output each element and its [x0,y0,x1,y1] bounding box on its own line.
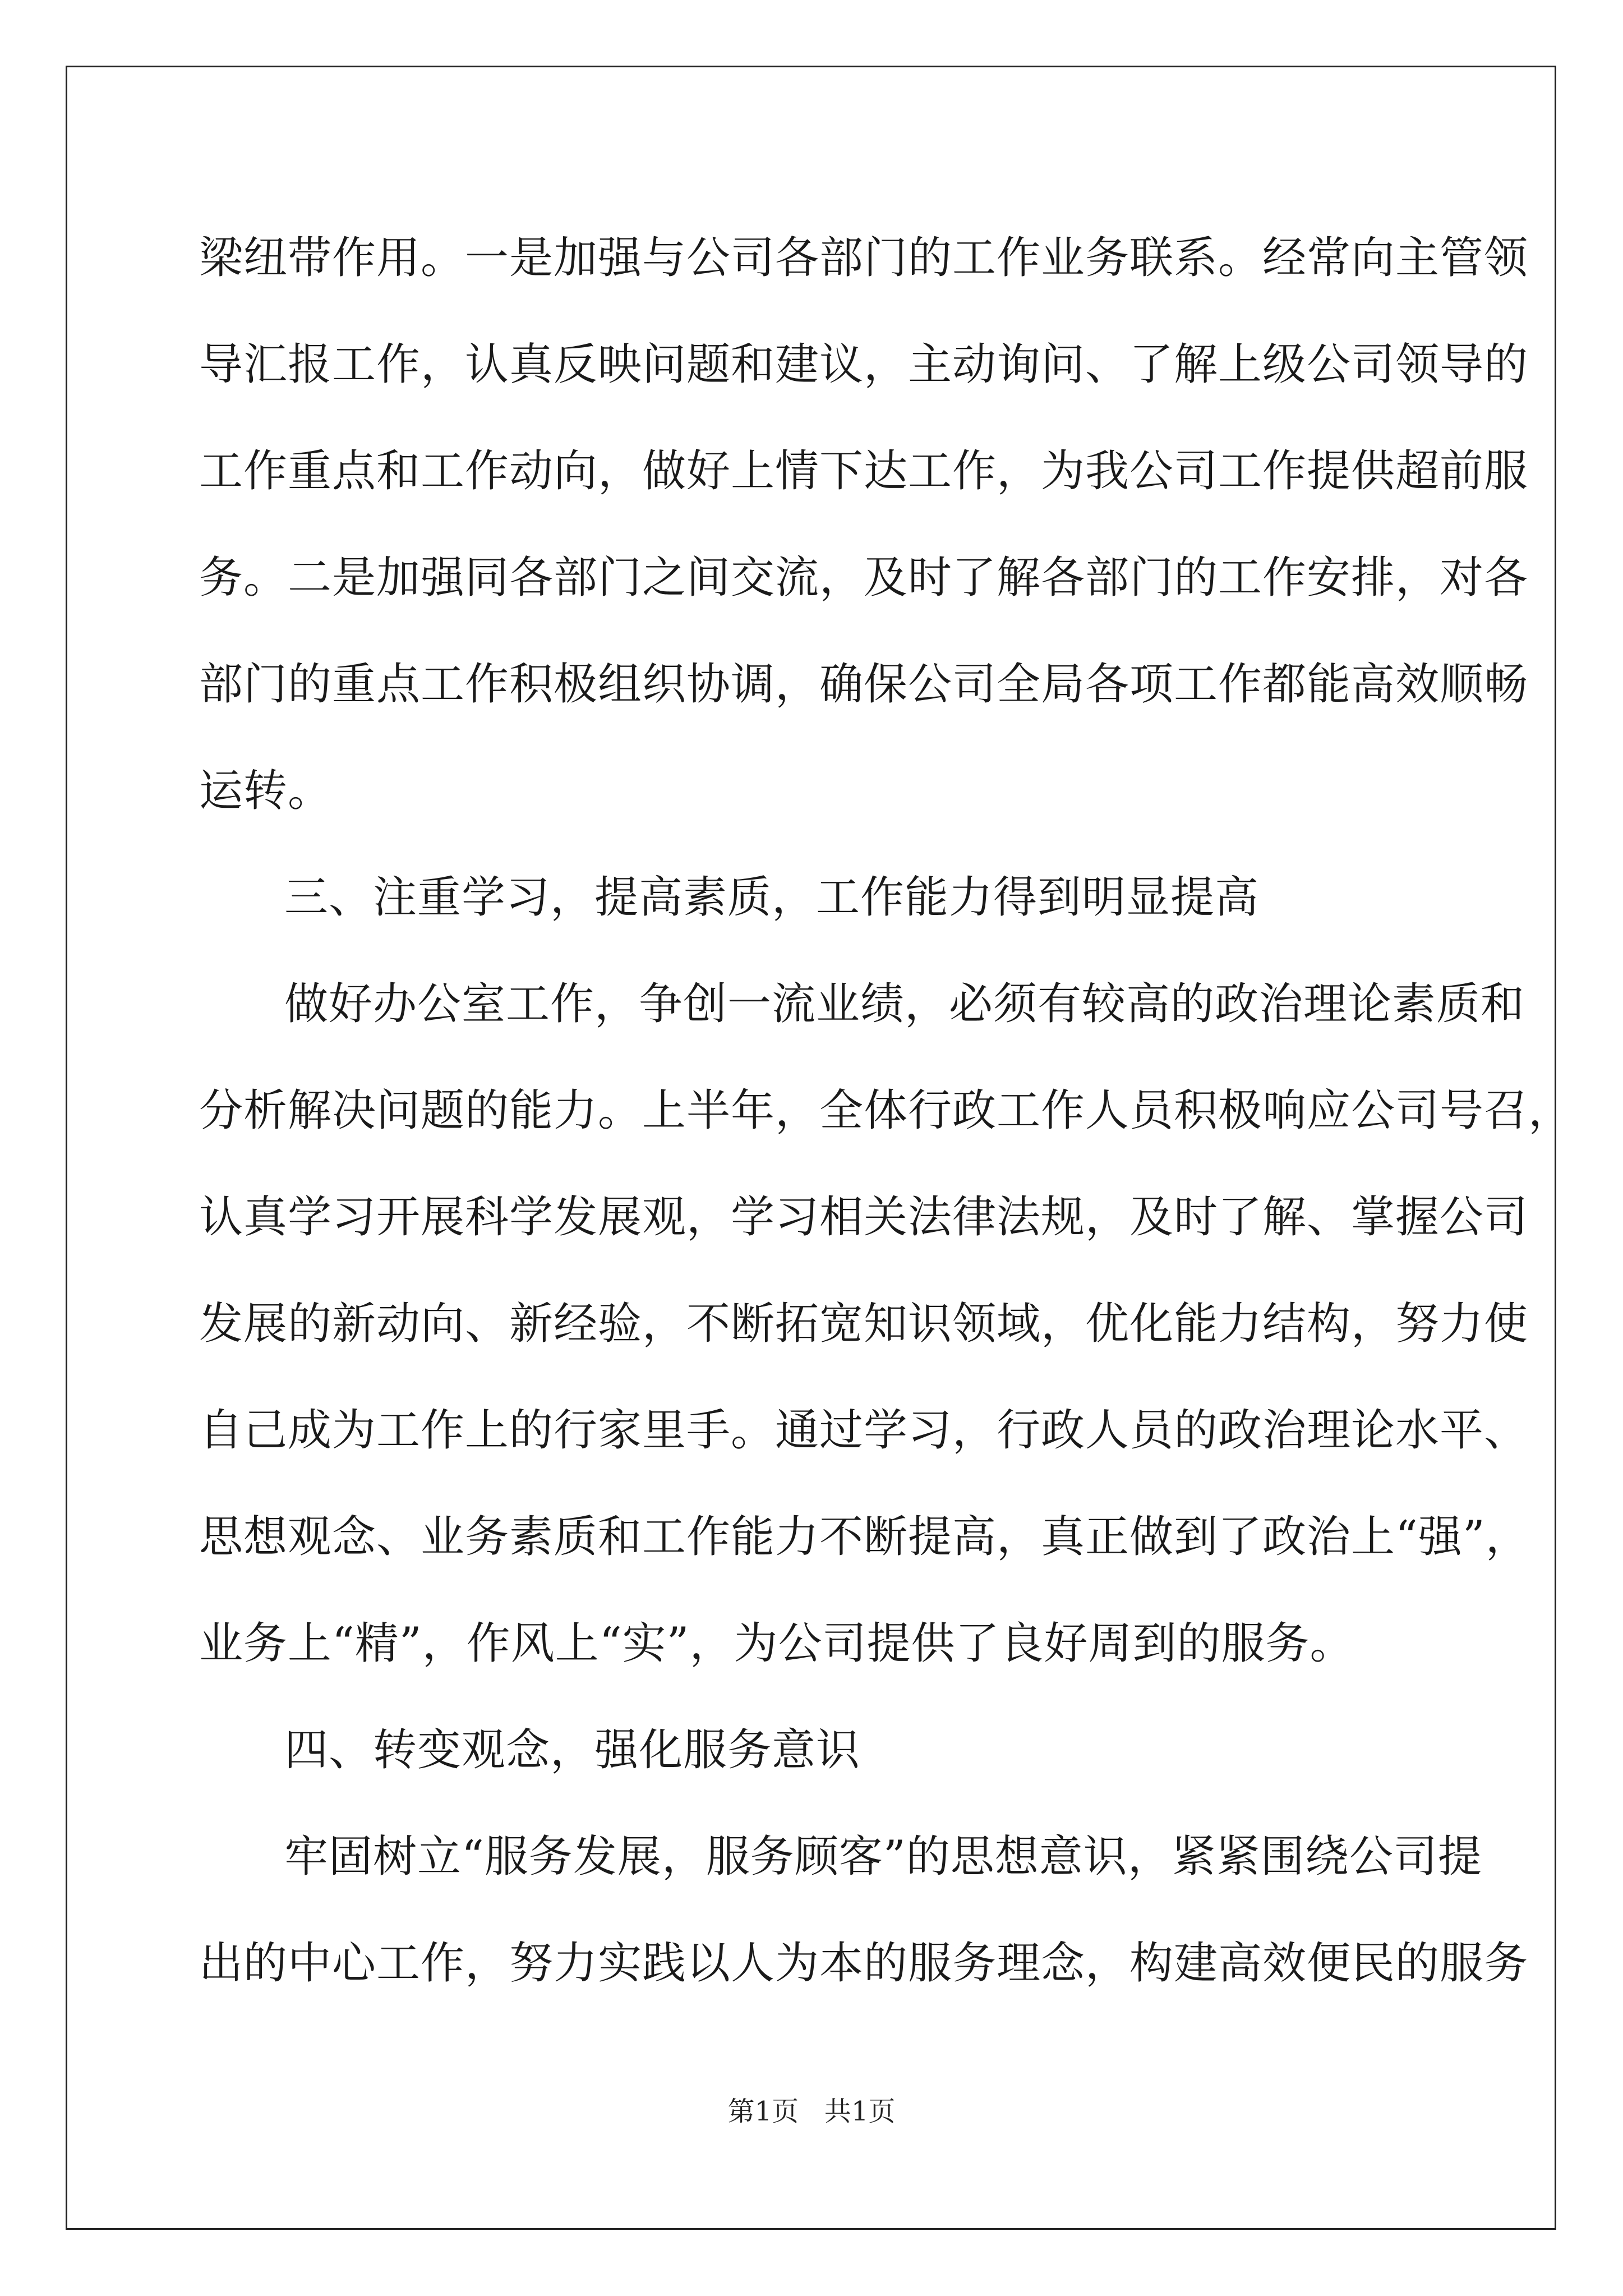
text-line: 做好办公室工作，争创一流业绩，必须有较高的政治理论素质和 [284,979,1525,1029]
text-line: 出的中心工作，努力实践以人为本的服务理念，构建高效便民的服务 [199,1938,1529,1989]
text-line: 业务上“精”，作风上“实”，为公司提供了良好周到的服务。 [199,1618,1354,1669]
text-line: 自己成为工作上的行家里手。通过学习，行政人员的政治理论水平、 [199,1405,1529,1456]
section-heading: 四、转变观念，强化服务意识 [284,1725,861,1775]
text-line: 牢固树立“服务发展，服务顾客”的思想意识，紧紧围绕公司提 [284,1832,1482,1882]
page-number: 第1页 [727,2096,799,2127]
page-total: 共1页 [824,2096,896,2127]
text-line: 梁纽带作用。一是加强与公司各部门的工作业务联系。经常向主管领 [199,233,1529,283]
page-footer [0,2090,1623,2128]
text-line: 分析解决问题的能力。上半年，全体行政工作人员积极响应公司号召， [199,1085,1573,1136]
section-heading: 三、注重学习，提高素质，工作能力得到明显提高 [284,872,1260,923]
text-line: 发展的新动向、新经验，不断拓宽知识领域，优化能力结构，努力使 [199,1299,1529,1349]
text-line: 思想观念、业务素质和工作能力不断提高，真正做到了政治上“强”， [199,1512,1530,1562]
text-line: 认真学习开展科学发展观，学习相关法律法规，及时了解、掌握公司 [199,1192,1529,1243]
text-line: 运转。 [199,766,333,816]
text-line: 务。二是加强同各部门之间交流，及时了解各部门的工作安排，对各 [199,553,1529,603]
document-body [199,205,1573,2017]
text-line: 导汇报工作，认真反映问题和建议，主动询问、了解上级公司领导的 [199,339,1529,390]
text-line: 部门的重点工作积极组织协调，确保公司全局各项工作都能高效顺畅 [199,659,1529,710]
text-line: 工作重点和工作动向，做好上情下达工作，为我公司工作提供超前服 [199,446,1529,496]
